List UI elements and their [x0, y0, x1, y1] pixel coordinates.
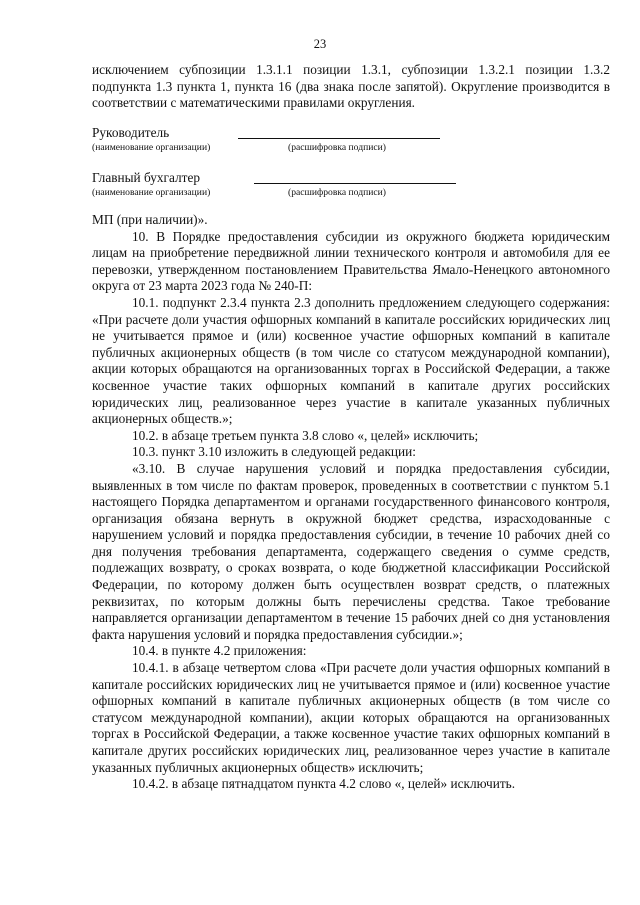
paragraph-10-4: 10.4. в пункте 4.2 приложения:	[132, 643, 307, 659]
paragraph-10-3: 10.3. пункт 3.10 изложить в следующей редакции:	[132, 444, 416, 460]
signature-line	[254, 183, 456, 184]
paragraph-10-1: 10.1. подпункт 2.3.4 пункта 2.3 дополнить предложением следующего содержания: «При расчете доли участия офшорных компаний в капитале российских юридических лиц не учитывается прямое и (или) косвенное участие офшорных компаний в капитале публичных акционерных обществ (в том числе со статусом международной компании), акции которых обращаются на организованных торгах в Российской Федерации, а также косвенное участие таких офшорных компаний в капитале других российских юридических лиц, реализованное через участие в капитале указанных публичных акционерных обществ.»;	[92, 294, 610, 427]
intro-paragraph-block	[92, 62, 610, 112]
org-caption: (наименование организации)	[92, 187, 211, 198]
signature-title: Главный бухгалтер	[92, 170, 201, 185]
signature-title: Руководитель	[92, 125, 170, 140]
paragraph-10-4-2: 10.4.2. в абзаце пятнадцатом пункта 4.2 слово «, целей» исключить.	[132, 776, 516, 792]
page-number: 23	[313, 37, 327, 51]
paragraph-10-2: 10.2. в абзаце третьем пункта 3.8 слово «, целей» исключить;	[132, 427, 479, 443]
org-caption: (наименование организации)	[92, 142, 211, 153]
sign-caption: (расшифровка подписи)	[288, 187, 386, 198]
signature-line	[238, 138, 440, 139]
main-text-block	[92, 212, 610, 793]
signature-block-accountant	[92, 170, 610, 210]
stamp-line: МП (при наличии)».	[92, 212, 208, 227]
sign-caption: (расшифровка подписи)	[288, 142, 386, 153]
intro-paragraph: исключением субпозиции 1.3.1.1 позиции 1.3.1, субпозиции 1.3.2.1 позиции 1.3.2 подпункта 1.3 пункта 1, пункта 16 (два знака после запятой). Округление производится в соответствии с математическими правилами округления.	[92, 62, 610, 111]
paragraph-3-10-quote: «3.10. В случае нарушения условий и порядка предоставления субсидии, выявленных в том числе по фактам проверок, проведенных в соответствии с пунктом 5.1 настоящего Порядка департаментом и органами государственного финансового контроля, организация обязана вернуть в окружной бюджет средства, израсходованные с нарушением условий и порядка предоставления субсидии, в течение 10 рабочих дней со дня получения требования департамента, содержащего сведения о сумме средств, подлежащих возврату, о сроках возврата, о коде бюджетной классификации Российской Федерации, по которому должен быть осуществлен возврат средств, о платежных реквизитах, по которым должны быть перечислены средства. Такое требование направляется организации департаментом в течение 15 рабочих дней со дня установления факта нарушения условий и порядка предоставления субсидии.»;	[92, 460, 610, 642]
signature-block-head	[92, 125, 610, 165]
paragraph-10-4-1: 10.4.1. в абзаце четвертом слова «При расчете доли участия офшорных компаний в капитале российских юридических лиц не учитывается прямое и (или) косвенное участие офшорных компаний в капитале публичных акционерных обществ (в том числе со статусом международной компании), акции которых обращаются на организованных торгах в Российской Федерации, а также косвенное участие таких офшорных компаний в капитале других российских юридических лиц, реализованное через участие в капитале указанных публичных акционерных обществ» исключить;	[92, 660, 610, 775]
paragraph-10: 10. В Порядке предоставления субсидии из окружного бюджета юридическим лицам на приобретение передвижной линии технического контроля и автомобиля для ее перевозки, утвержденном постановлением Правительства Ямало-Ненецкого автономного округа от 23 марта 2023 года № 240-П:	[92, 228, 610, 294]
